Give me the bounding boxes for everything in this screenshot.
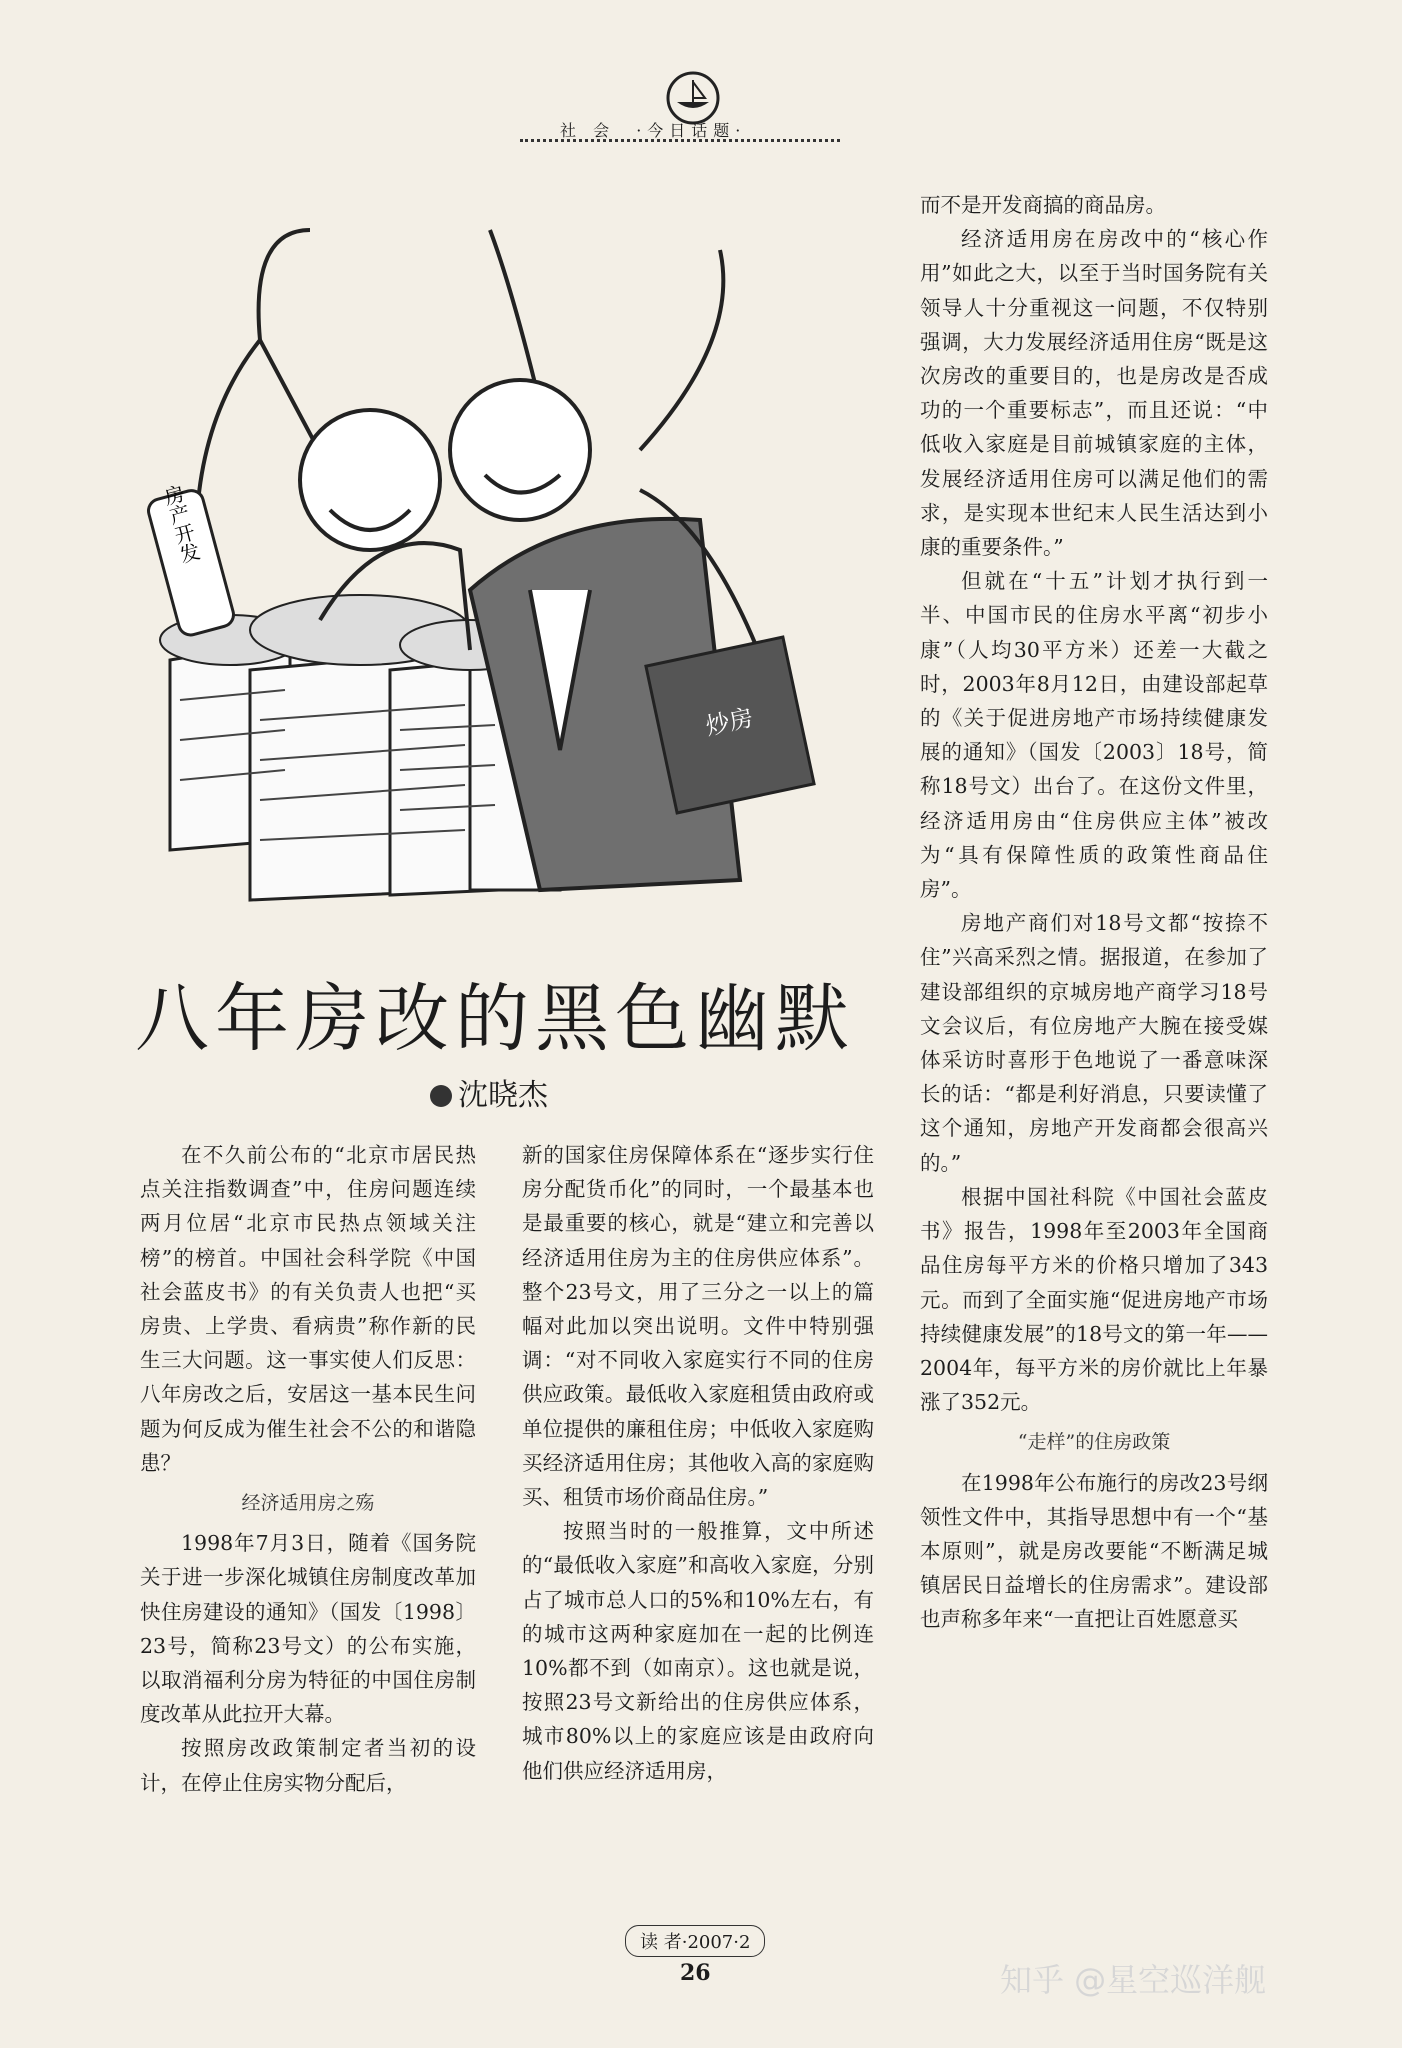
paragraph: 按照房改政策制定者当初的设计，在停止住房实物分配后， (140, 1736, 476, 1795)
paragraph: 按照当时的一般推算，文中所述的“最低收入家庭”和高收入家庭，分别占了城市总人口的5%和10%左右，有的城市这两种家庭加在一起的比例连10%都不到（如南京）。这也就是说，按照23号文新给出的住房供应体系，城市80%以上的家庭应该是由政府向他们供应经济适用房， (522, 1519, 874, 1783)
paragraph: 但就在“十五”计划才执行到一半、中国市民的住房水平离“初步小康”（人均30平方米）还差一大截之时，2003年8月12日，由建设部起草的《关于促进房地产市场持续健康发展的通知》（国发〔2003〕18号，简称18号文）出台了。在这份文件里，经济适用房由“住房供应主体”被改为“具有保障性质的政策性商品住房”。 (920, 569, 1268, 902)
text-column-3 (920, 188, 1268, 1637)
watermark: 知乎 @星空巡洋舰 (1000, 1961, 1267, 1999)
byline-bullet-icon (430, 1085, 452, 1107)
subheading: 经济适用房之殇 (241, 1492, 375, 1515)
section-name: 社 会 (560, 121, 616, 140)
paragraph: 1998年7月3日，随着《国务院关于进一步深化城镇住房制度改革加快住房建设的通知》（国发〔1998〕23号，简称23号文）的公布实施，以取消福利分房为特征的中国住房制度改革从此拉开大幕。 (140, 1531, 476, 1727)
developer-figure (196, 230, 470, 650)
cartoon-illustration (140, 190, 880, 930)
journal-footer: 读 者·2007·2 (625, 1925, 765, 1957)
author-name: 沈晓杰 (458, 1078, 548, 1113)
header-rule (520, 139, 840, 142)
scroll-label: 房产开发 (158, 482, 203, 566)
text-column-2 (522, 1138, 874, 1788)
paragraph: 而不是开发商搞的商品房。 (920, 193, 1166, 217)
bag-label: 炒房 (702, 703, 756, 741)
scroll-document (143, 478, 236, 638)
paragraph: 房地产商们对18号文都“按捺不住”兴高采烈之情。据报道，在参加了建设部组织的京城房地产商学习18号文会议后，有位房地产大腕在接受媒体采访时喜形于色地说了一番意味深长的话：“都是利好消息，只要读懂了这个通知，房地产开发商都会很高兴的。” (920, 911, 1268, 1175)
byline (430, 1070, 548, 1114)
column-name: ·今日话题· (636, 121, 747, 140)
article-title: 八年房改的黑色幽默 (135, 976, 855, 1062)
paragraph: 在不久前公布的“北京市居民热点关注指数调查”中，住房问题连续两月位居“北京市民热点领域关注榜”的榜首。中国社会科学院《中国社会蓝皮书》的有关负责人也把“买房贵、上学贵、看病贵”称作新的民生三大问题。这一事实使人们反思：八年房改之后，安居这一基本民生问题为何反成为催生社会不公的和谐隐患？ (140, 1143, 476, 1475)
paragraph: 根据中国社科院《中国社会蓝皮书》报告，1998年至2003年全国商品住房每平方米的价格只增加了343元。而到了全面实施“促进房地产市场持续健康发展”的18号文的第一年——2004年，每平方米的房价就比上年暴涨了352元。 (920, 1184, 1268, 1415)
subheading: “走样”的住房政策 (1017, 1431, 1171, 1454)
paragraph: 新的国家住房保障体系在“逐步实行住房分配货币化”的同时，一个最基本也是最重要的核心，就是“建立和完善以经济适用住房为主的住房供应体系”。整个23号文，用了三分之一以上的篇幅对此加以突出说明。文件中特别强调：“对不同收入家庭实行不同的住房供应政策。最低收入家庭租赁由政府或单位提供的廉租住房；中低收入家庭购买经济适用住房；其他收入高的家庭购买、租赁市场价商品住房。” (522, 1143, 874, 1510)
page-number: 26 (680, 1960, 711, 1986)
paragraph: 在1998年公布施行的房改23号纲领性文件中，其指导思想中有一个“基本原则”，就是房改要能“不断满足城镇居民日益增长的住房需求”。建设部也声称多年来“一直把让百姓愿意买 (920, 1470, 1268, 1632)
text-column-1 (140, 1138, 476, 1800)
section-header (560, 118, 756, 141)
paragraph: 经济适用房在房改中的“核心作用”如此之大，以至于当时国务院有关领导人十分重视这一问题，不仅特别强调，大力发展经济适用住房“既是这次房改的重要目的，也是房改是否成功的一个重要标志”，而且还说：“中低收入家庭是目前城镇家庭的主体，发展经济适用住房可以满足他们的需求，是实现本世纪末人民生活达到小康的重要条件。” (920, 227, 1268, 560)
